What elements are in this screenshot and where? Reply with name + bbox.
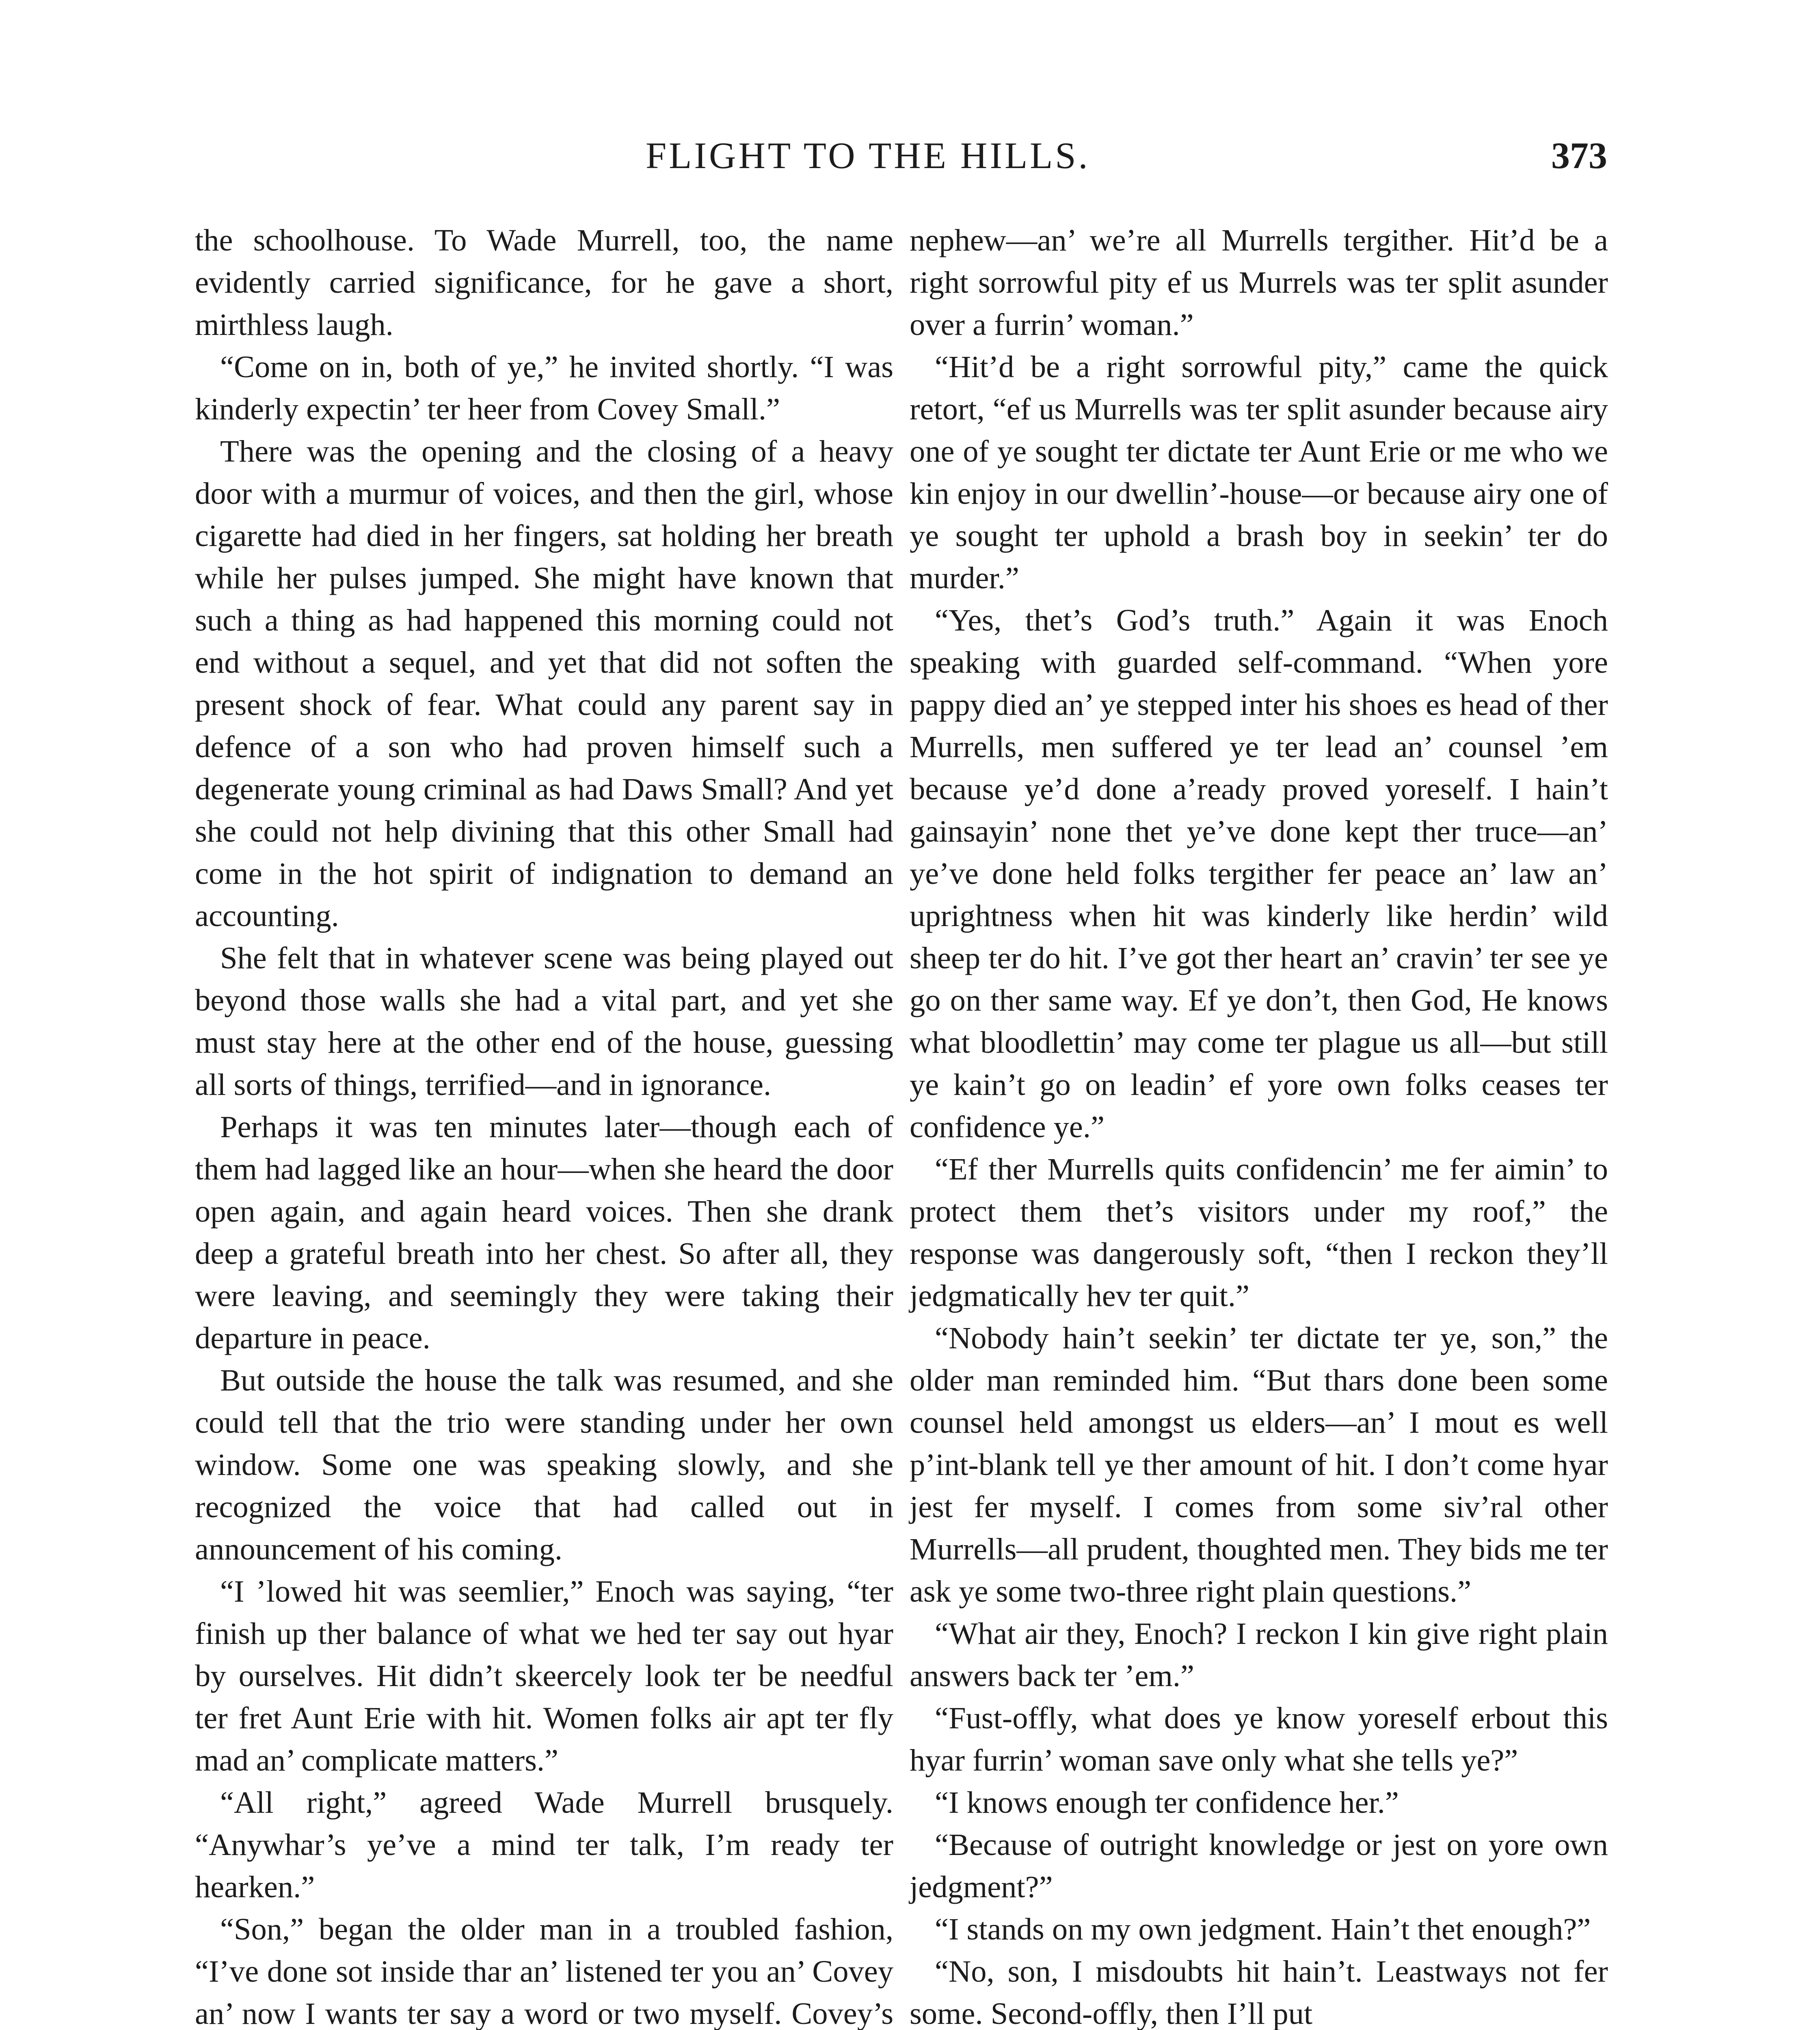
- paragraph: “Yes, thet’s God’s truth.” Again it was Enoch speaking with guarded self-command. “When yore pappy died an’ ye stepped inter his shoes es head of ther Murrells, men suffered ye ter lead an’ counsel ’em because ye’d done a’ready proved yoreself. I hain’t gainsayin’ none thet ye’ve done kept ther truce—an’ ye’ve done held folks tergither fer peace an’ law an’ uprightness when hit was kinderly like herdin’ wild sheep ter do hit. I’ve got ther heart an’ cravin’ ter see ye go on ther same way. Ef ye don’t, then God, He knows what bloodlettin’ may come ter plague us all—but still ye kain’t go on leadin’ ef yore own folks ceases ter confidence ye.”: [910, 603, 1608, 1144]
- paragraph: But outside the house the talk was resumed, and she could tell that the trio were standing under her own window. Some one was speaking slowly, and she recognized the voice that had called out in announcement of his coming.: [195, 1363, 893, 1566]
- running-header: [0, 134, 1820, 187]
- page-number: 373: [1551, 135, 1607, 176]
- paragraph: “No, son, I misdoubts hit hain’t. Leastways not fer some. Second-offly, then I’ll put: [910, 1954, 1608, 2030]
- paragraph: “Nobody hain’t seekin’ ter dictate ter ye, son,” the older man reminded him. “But thars done been some counsel held amongst us elders—an’ I mout es well p’int-blank tell ye ther amount of hit. I don’t come hyar jest fer myself. I comes from some siv’ral other Murrells—all prudent, thoughted men. They bids me ter ask ye some two-three right plain questions.”: [910, 1321, 1608, 1609]
- paragraph: “All right,” agreed Wade Murrell brusquely. “Anywhar’s ye’ve a mind ter talk, I’m ready ter hearken.”: [195, 1785, 893, 1904]
- paragraph: She felt that in whatever scene was being played out beyond those walls she had a vital part, and yet she must stay here at the other end of the house, guessing all sorts of things, terrified—and in ignorance.: [195, 941, 893, 1102]
- paragraph: “What air they, Enoch? I reckon I kin give right plain answers back ter ’em.”: [910, 1616, 1608, 1693]
- paragraph: “Ef ther Murrells quits confidencin’ me fer aimin’ to protect them thet’s visitors under my roof,” the response was dangerously soft, “then I reckon they’ll jedgmatically hev ter quit.”: [910, 1152, 1608, 1313]
- paragraph: “I stands on my own jedgment. Hain’t thet enough?”: [935, 1912, 1591, 1946]
- paragraph: There was the opening and the closing of a heavy door with a murmur of voices, and then the girl, whose cigarette had died in her fingers, sat holding her breath while her pulses jumped. She might have known that such a thing as had happened this morning could not end without a sequel, and yet that did not soften the present shock of fear. What could any parent say in defence of a son who had proven himself such a degenerate young criminal as had Daws Small? And yet she could not help divining that this other Small had come in the hot spirit of indignation to demand an accounting.: [195, 434, 893, 933]
- paragraph: the schoolhouse. To Wade Murrell, too, the name evidently carried significance, for he gave a short, mirthless laugh.: [195, 223, 893, 342]
- right-column: [910, 219, 1608, 2030]
- running-title: FLIGHT TO THE HILLS.: [646, 135, 1090, 176]
- left-column: [195, 219, 893, 2030]
- paragraph: “Son,” began the older man in a troubled fashion, “I’ve done sot inside thar an’ listened ter you an’ Covey an’ now I wants ter say a word or two myself. Covey’s: [195, 1912, 893, 2030]
- paragraph: Perhaps it was ten minutes later—though each of them had lagged like an hour—when she heard the door open again, and again heard voices. Then she drank deep a grateful breath into her chest. So after all, they were leaving, and seemingly they were taking their departure in peace.: [195, 1110, 893, 1355]
- paragraph: nephew—an’ we’re all Murrells tergither. Hit’d be a right sorrowful pity ef us Murrels was ter split asunder over a furrin’ woman.”: [910, 223, 1608, 342]
- paragraph: “I knows enough ter confidence her.”: [935, 1785, 1399, 1820]
- paragraph: “Fust-offly, what does ye know yoreself erbout this hyar furrin’ woman save only what she tells ye?”: [910, 1701, 1608, 1777]
- paragraph: “Because of outright knowledge or jest on yore own jedgment?”: [910, 1827, 1608, 1904]
- paragraph: “Come on in, both of ye,” he invited shortly. “I was kinderly expectin’ ter heer from Covey Small.”: [195, 350, 893, 426]
- paragraph: “Hit’d be a right sorrowful pity,” came the quick retort, “ef us Murrells was ter split asunder because airy one of ye sought ter dictate ter Aunt Erie or me who we kin enjoy in our dwellin’-house—or because airy one of ye sought ter uphold a brash boy in seekin’ ter do murder.”: [910, 350, 1608, 595]
- paragraph: “I ’lowed hit was seemlier,” Enoch was saying, “ter finish up ther balance of what we hed ter say out hyar by ourselves. Hit didn’t skeercely look ter be needful ter fret Aunt Erie with hit. Women folks air apt ter fly mad an’ complicate matters.”: [195, 1574, 893, 1777]
